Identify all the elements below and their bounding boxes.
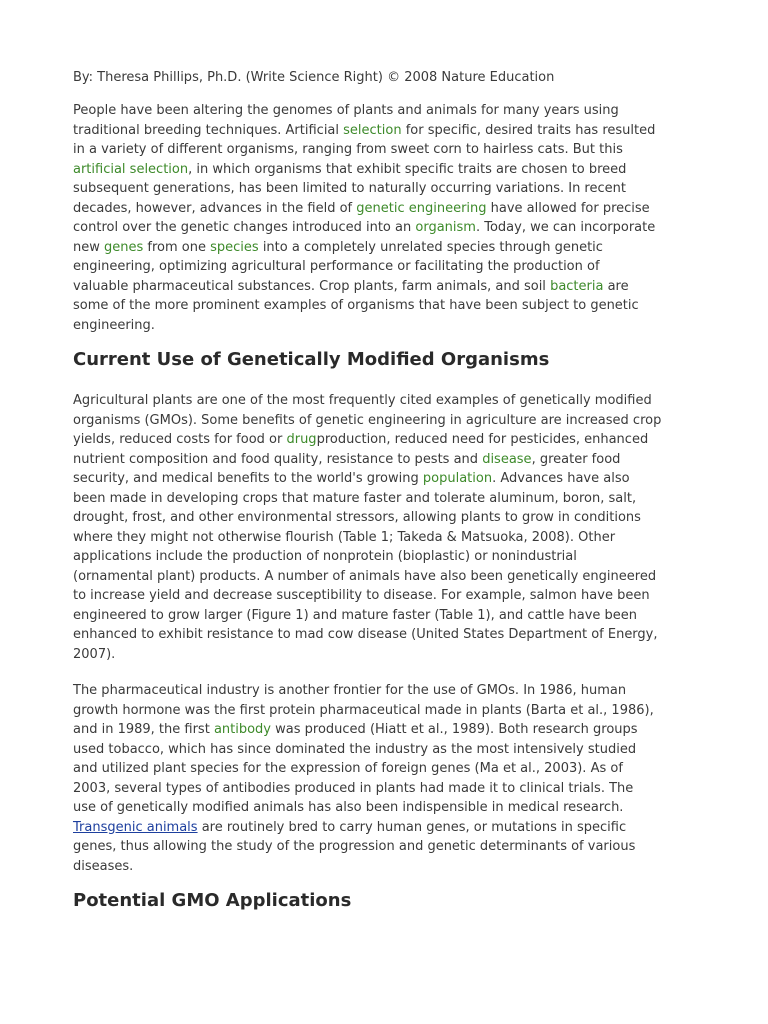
text-line: [73, 101, 695, 121]
text-span: control over the genetic changes introduced into an: [73, 220, 416, 235]
text-span: growth hormone was the first protein pharmaceutical made in plants (Barta et al., 1986),: [73, 702, 654, 718]
text-line: [73, 798, 695, 818]
text-line: [73, 779, 695, 799]
keyword-link-antibody[interactable]: antibody: [213, 722, 272, 737]
text-span: People have been altering the genomes of plants and animals for many years using: [73, 103, 619, 118]
text-line: [73, 567, 695, 587]
text-span: new: [73, 239, 105, 255]
text-line: [73, 645, 695, 665]
text-span: engineered to grow larger (Figure 1) and mature faster (Table 1), and cattle have been: [73, 607, 638, 623]
text-span: traditional breeding techniques. Artificial: [73, 122, 344, 138]
keyword-link-genes[interactable]: genes: [104, 239, 144, 255]
text-line: [73, 430, 695, 450]
text-span: subsequent generations, has been limited to naturally occurring variations. In recent: [73, 181, 626, 196]
text-line: [73, 681, 695, 701]
text-span: . Today, we can incorporate: [475, 220, 656, 235]
text-line: [73, 606, 695, 626]
text-span: to increase yield and decrease susceptibility to disease. For example, salmon have been: [73, 588, 650, 603]
text-span: some of the more prominent examples of organisms that have been subject to genetic: [73, 298, 639, 313]
text-span: and utilized plant species for the expression of foreign genes (Ma et al., 2003). As of: [73, 761, 623, 776]
text-span: 2003, several types of antibodies produced in plants had made it to clinical trials. The: [73, 780, 634, 796]
section-heading-current-use: Current Use of Genetically Modified Organisms: [73, 349, 550, 370]
keyword-link-bacteria[interactable]: bacteria: [550, 278, 604, 294]
text-span: was produced (Hiatt et al., 1989). Both research groups: [271, 722, 638, 737]
text-line: [73, 199, 695, 219]
text-span: are: [603, 278, 629, 294]
text-span: , in which organisms that exhibit specific traits are chosen to breed: [188, 161, 627, 177]
text-line: [73, 140, 695, 160]
agriculture-paragraph: [73, 391, 695, 664]
text-line: [73, 701, 695, 721]
text-line: [73, 160, 695, 180]
text-line: [73, 528, 695, 548]
text-line: [73, 411, 695, 431]
text-line: [73, 837, 695, 857]
keyword-link-selection[interactable]: selection: [343, 122, 402, 138]
keyword-link-population[interactable]: population: [422, 471, 493, 486]
text-span: for specific, desired traits has resulted: [401, 122, 656, 138]
text-span: valuable pharmaceutical substances. Crop plants, farm animals, and soil: [73, 278, 551, 294]
text-span: been made in developing crops that mature faster and tolerate aluminum, boron, salt,: [73, 490, 637, 506]
pharmaceutical-paragraph: [73, 681, 695, 876]
text-span: used tobacco, which has since dominated the industry as the most intensively studied: [73, 741, 637, 757]
text-line: [73, 586, 695, 606]
text-span: The pharmaceutical industry is another frontier for the use of GMOs. In 1986, human: [73, 683, 627, 698]
text-span: use of genetically modified animals has also been indispensible in medical research.: [73, 800, 624, 815]
text-span: in a variety of different organisms, ranging from sweet corn to hairless cats. But this: [73, 142, 623, 157]
text-span: are routinely bred to carry human genes, or mutations in specific: [197, 819, 627, 835]
section-heading-potential-applications: Potential GMO Applications: [73, 890, 352, 911]
text-span: organisms (GMOs). Some benefits of genetic engineering in agriculture are increased crop: [73, 412, 662, 428]
text-span: drought, frost, and other environmental stressors, allowing plants to grow in conditions: [73, 510, 641, 525]
byline: By: Theresa Phillips, Ph.D. (Write Science Right) © 2008 Nature Education: [73, 70, 555, 85]
text-span: Agricultural plants are one of the most frequently cited examples of genetically modified: [73, 393, 652, 408]
keyword-link-artificial-selection[interactable]: artificial selection: [73, 161, 189, 177]
text-span: decades, however, advances in the field of: [73, 200, 357, 216]
text-span: 2007).: [73, 646, 116, 662]
text-span: applications include the production of nonprotein (bioplastic) or nonindustrial: [73, 549, 577, 564]
text-line: [73, 508, 695, 528]
text-line: [73, 740, 695, 760]
text-line: [73, 625, 695, 645]
text-span: genes, thus allowing the study of the progression and genetic determinants of various: [73, 839, 636, 854]
text-line: [73, 489, 695, 509]
keyword-link-drug[interactable]: drug: [286, 432, 317, 447]
text-line: [73, 818, 695, 838]
text-span: nutrient composition and food quality, resistance to pests and: [73, 451, 483, 467]
text-line: [73, 391, 695, 411]
keyword-link-disease[interactable]: disease: [482, 451, 532, 467]
text-line: [73, 547, 695, 567]
text-line: [73, 316, 695, 336]
text-line: [73, 296, 695, 316]
text-line: [73, 277, 695, 297]
text-span: diseases.: [73, 858, 134, 874]
text-line: [73, 720, 695, 740]
text-line: [73, 759, 695, 779]
text-line: [73, 450, 695, 470]
text-line: [73, 469, 695, 489]
text-line: [73, 179, 695, 199]
text-line: [73, 218, 695, 238]
text-line: [73, 121, 695, 141]
text-line: [73, 238, 695, 258]
text-span: , greater food: [531, 451, 621, 467]
text-span: engineering, optimizing agricultural performance or facilitating the production of: [73, 259, 600, 274]
text-span: from one: [143, 239, 211, 255]
text-span: into a completely unrelated species through genetic: [258, 239, 603, 255]
text-line: [73, 257, 695, 277]
intro-paragraph: [73, 101, 695, 335]
text-span: engineering.: [73, 317, 155, 333]
keyword-link-species[interactable]: species: [210, 239, 259, 255]
keyword-link-organism[interactable]: organism: [415, 220, 476, 235]
text-span: where they might not otherwise flourish (Table 1; Takeda & Matsuoka, 2008). Other: [73, 529, 616, 545]
keyword-link-genetic-engineering[interactable]: genetic engineering: [356, 200, 487, 216]
text-span: production, reduced need for pesticides, enhanced: [316, 432, 649, 447]
text-span: enhanced to exhibit resistance to mad cow disease (United States Department of Energy,: [73, 627, 658, 642]
link-transgenic-animals[interactable]: Transgenic animals: [73, 819, 198, 835]
text-span: and in 1989, the first: [73, 722, 214, 737]
text-span: . Advances have also: [492, 471, 630, 486]
text-span: security, and medical benefits to the world's growing: [73, 471, 423, 486]
text-span: yields, reduced costs for food or: [73, 432, 287, 447]
text-span: (ornamental plant) products. A number of animals have also been genetically engineered: [73, 568, 657, 584]
text-span: have allowed for precise: [486, 200, 650, 216]
text-line: [73, 857, 695, 877]
